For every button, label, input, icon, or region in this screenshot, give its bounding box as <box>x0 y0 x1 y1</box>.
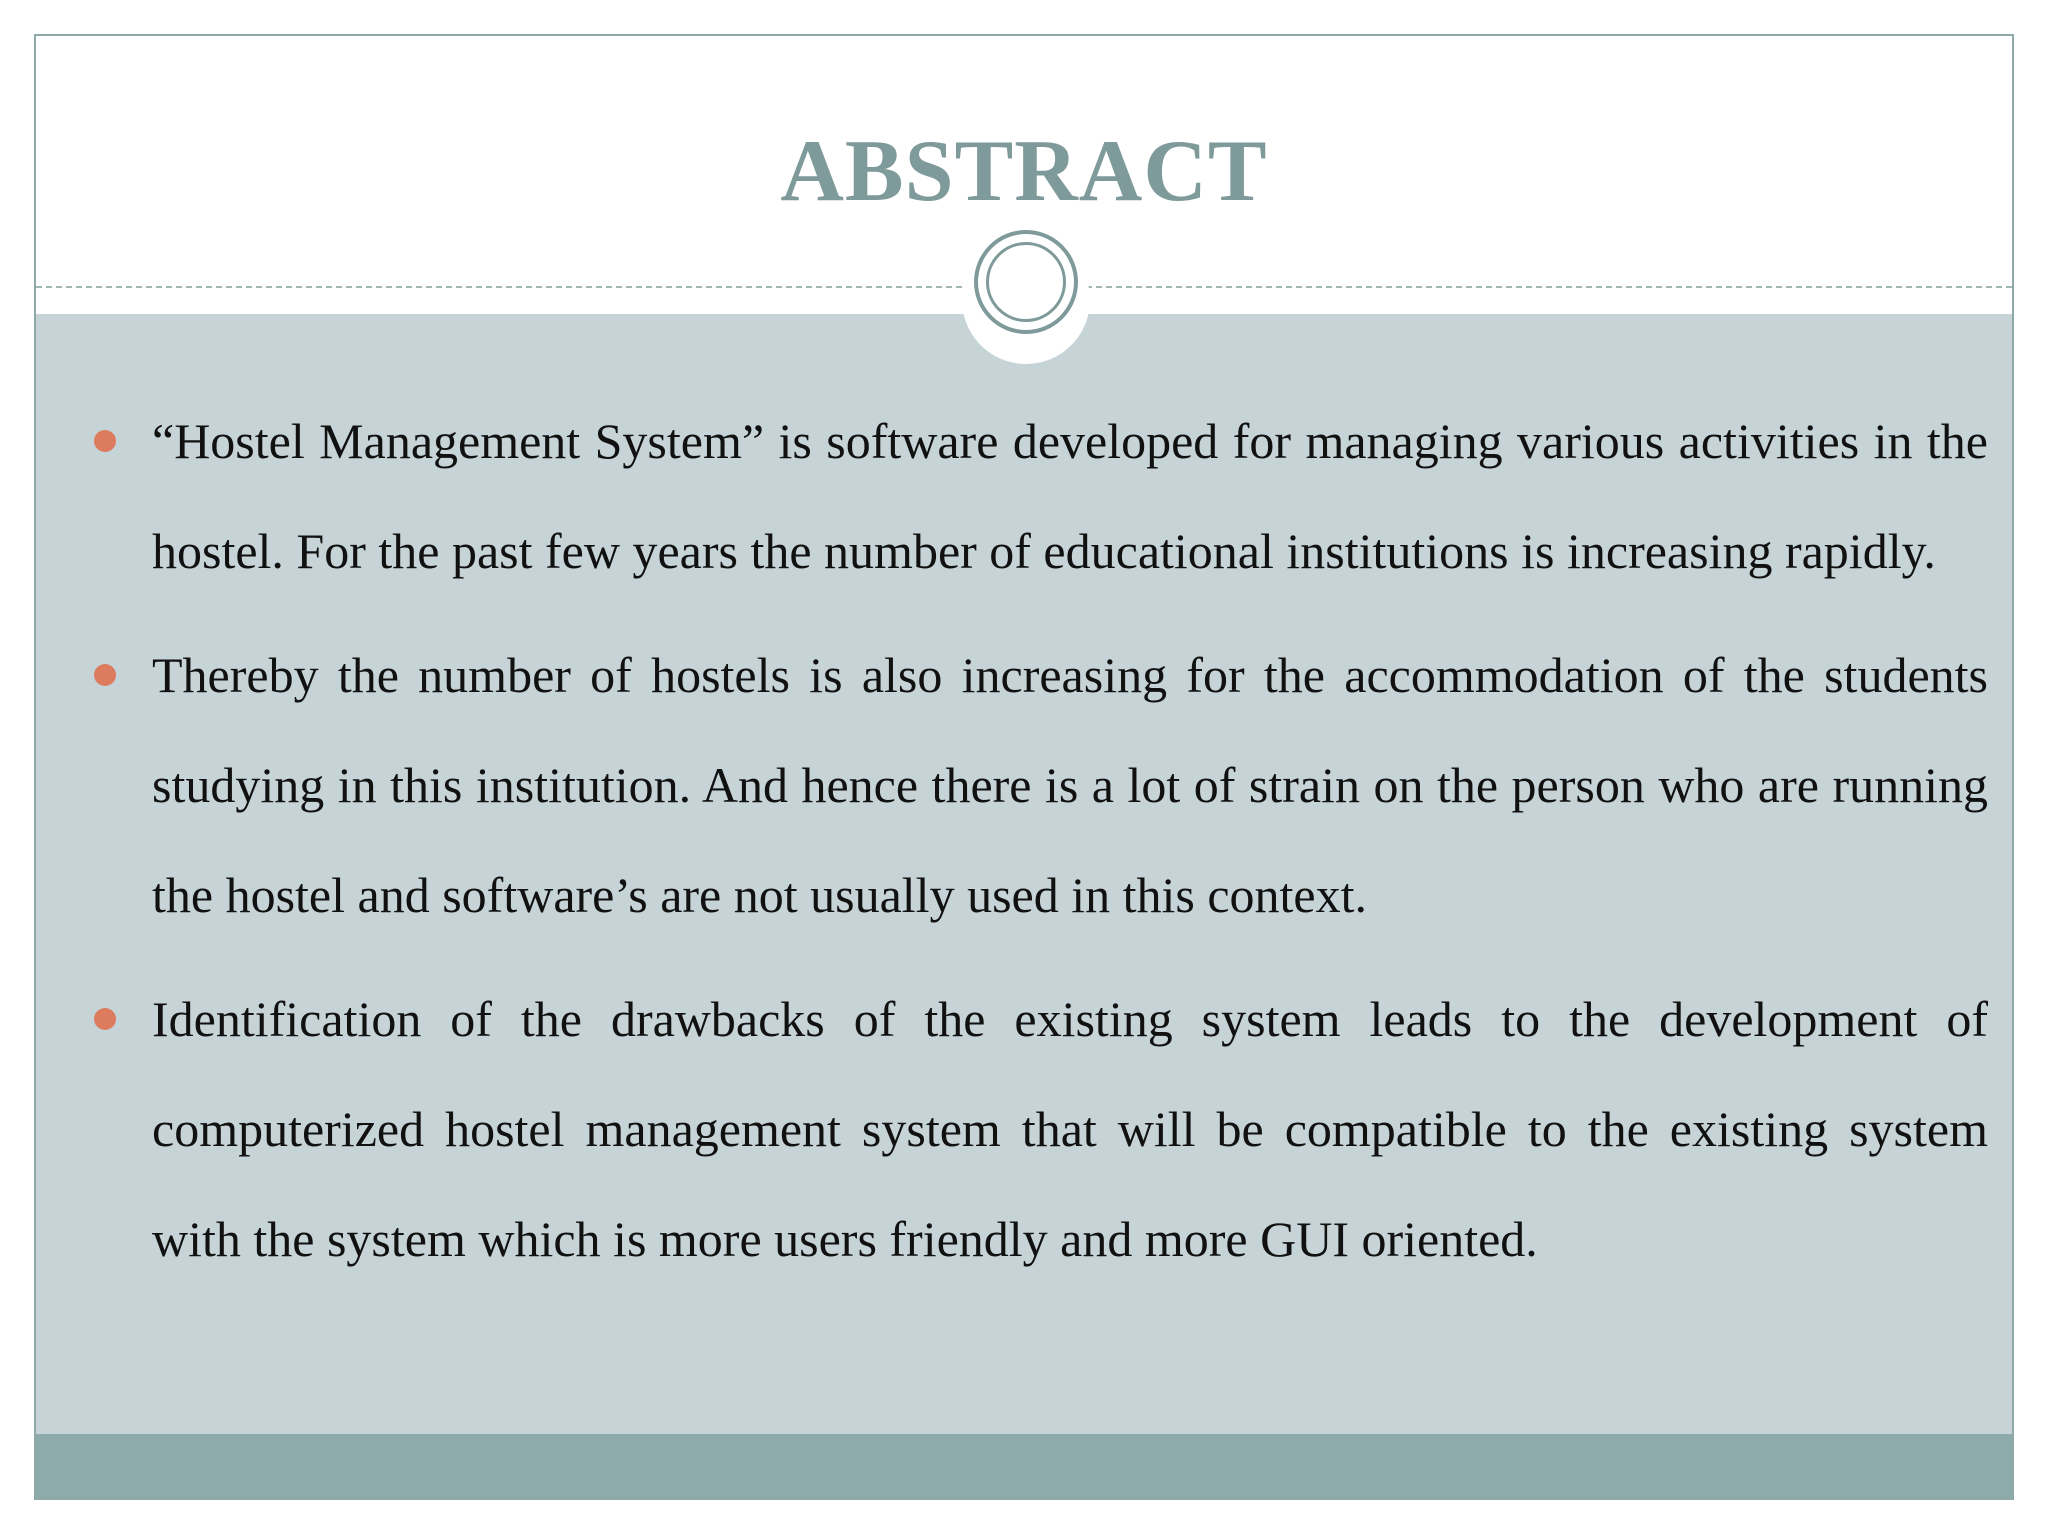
bullet-text: Thereby the number of hostels is also increasing for the accommodation of the students studying in this institution. And hence there is a lot of strain on the person who are running the hostel and software’s are not usually used in this context. <box>152 647 1988 923</box>
bullet-text: “Hostel Management System” is software developed for managing various activities in the hostel. For the past few years the number of educational institutions is increasing rapidly. <box>152 413 1988 579</box>
list-item <box>36 964 2012 1294</box>
list-item <box>36 386 2012 606</box>
bullet-text: Identification of the drawbacks of the existing system leads to the development of computerized hostel management system that will be compatible to the existing system with the system which is more users friendly and more GUI oriented. <box>152 991 1988 1267</box>
list-item <box>36 620 2012 950</box>
inner-ring <box>986 242 1066 322</box>
double-ring-icon <box>974 230 1078 334</box>
slide-title: ABSTRACT <box>780 123 1268 220</box>
footer-bar <box>36 1434 2012 1500</box>
bullet-list <box>36 386 2012 1308</box>
bullet-dot-icon <box>94 1008 116 1030</box>
bullet-dot-icon <box>94 430 116 452</box>
bullet-dot-icon <box>94 664 116 686</box>
slide <box>34 34 2014 1500</box>
